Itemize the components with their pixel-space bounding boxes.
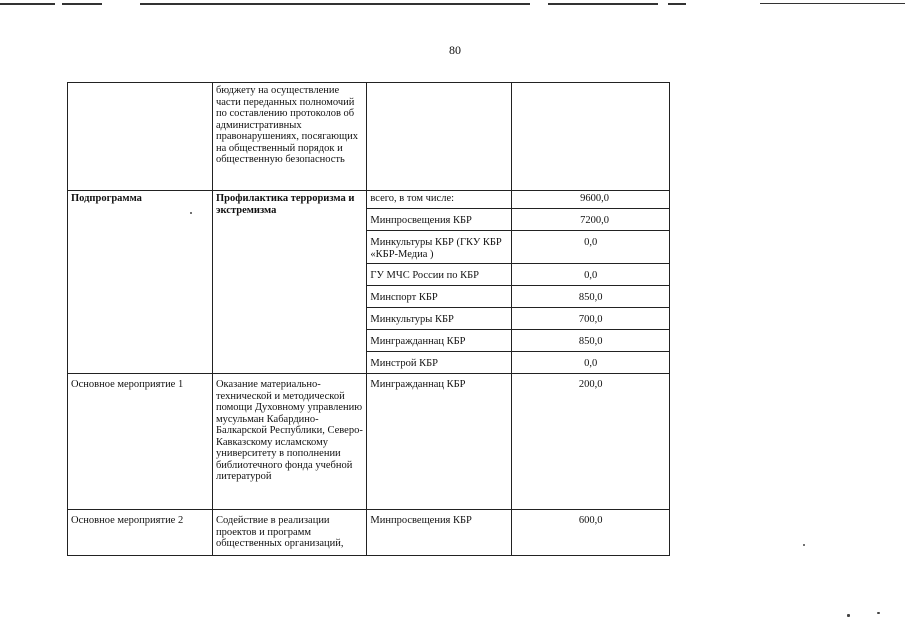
cell-organization: Мингражданнац КБР <box>367 374 512 510</box>
scan-speck <box>803 544 805 546</box>
cell-organization: Мингражданнац КБР <box>367 330 512 352</box>
cell-value: 9600,0 <box>512 191 670 209</box>
cell-organization: Минспорт КБР <box>367 286 512 308</box>
cell-status: Основное мероприятие 1 <box>68 374 213 510</box>
page-number: 80 <box>449 43 461 57</box>
table-row <box>68 374 670 510</box>
table-row <box>68 83 670 191</box>
scan-artifact-line <box>0 3 55 5</box>
table-row <box>68 510 670 556</box>
cell-value: 850,0 <box>512 286 670 308</box>
cell-value: 0,0 <box>512 231 670 264</box>
cell-status: Основное мероприятие 2 <box>68 510 213 556</box>
scan-speck <box>190 212 192 214</box>
cell-organization: Минпросвещения КБР <box>367 209 512 231</box>
cell-organization <box>367 83 512 191</box>
scan-artifact-line <box>140 3 530 5</box>
cell-description: Содействие в реализации проектов и программ общественных организаций, <box>212 510 366 556</box>
cell-value: 600,0 <box>512 510 670 556</box>
cell-organization: Минстрой КБР <box>367 352 512 374</box>
cell-organization: Минпросвещения КБР <box>367 510 512 556</box>
cell-description: Оказание материально-технической и методической помощи Духовному управлению мусульман Кабардино-Балкарской Республики, Северо-Кавказскому исламскому университету в пополнении библиотечного фонда учебной литературой <box>212 374 366 510</box>
table-row <box>68 191 670 209</box>
scan-artifact-line <box>668 3 686 5</box>
cell-value: 0,0 <box>512 264 670 286</box>
cell-subprogram-title: Профилактика терроризма и экстремизма <box>212 191 366 374</box>
scan-artifact-line <box>548 3 658 5</box>
cell-description: бюджету на осуществление части переданных полномочий по составлению протоколов об административных правонарушениях, посягающих на общественный порядок и общественную безопасность <box>212 83 366 191</box>
budget-table <box>67 82 670 556</box>
cell-value: 700,0 <box>512 308 670 330</box>
cell-value: 0,0 <box>512 352 670 374</box>
scan-artifact-line <box>760 3 905 4</box>
cell-organization: Минкультуры КБР <box>367 308 512 330</box>
cell-organization: ГУ МЧС России по КБР <box>367 264 512 286</box>
cell-status: Подпрограмма <box>68 191 213 374</box>
cell-organization: всего, в том числе: <box>367 191 512 209</box>
cell-value: 7200,0 <box>512 209 670 231</box>
cell-value <box>512 83 670 191</box>
scan-artifact-line <box>62 3 102 5</box>
cell-status <box>68 83 213 191</box>
cell-value: 850,0 <box>512 330 670 352</box>
scan-speck <box>877 612 880 614</box>
cell-value: 200,0 <box>512 374 670 510</box>
scan-speck <box>847 614 850 617</box>
cell-organization: Минкультуры КБР (ГКУ КБР «КБР-Медиа ) <box>367 231 512 264</box>
